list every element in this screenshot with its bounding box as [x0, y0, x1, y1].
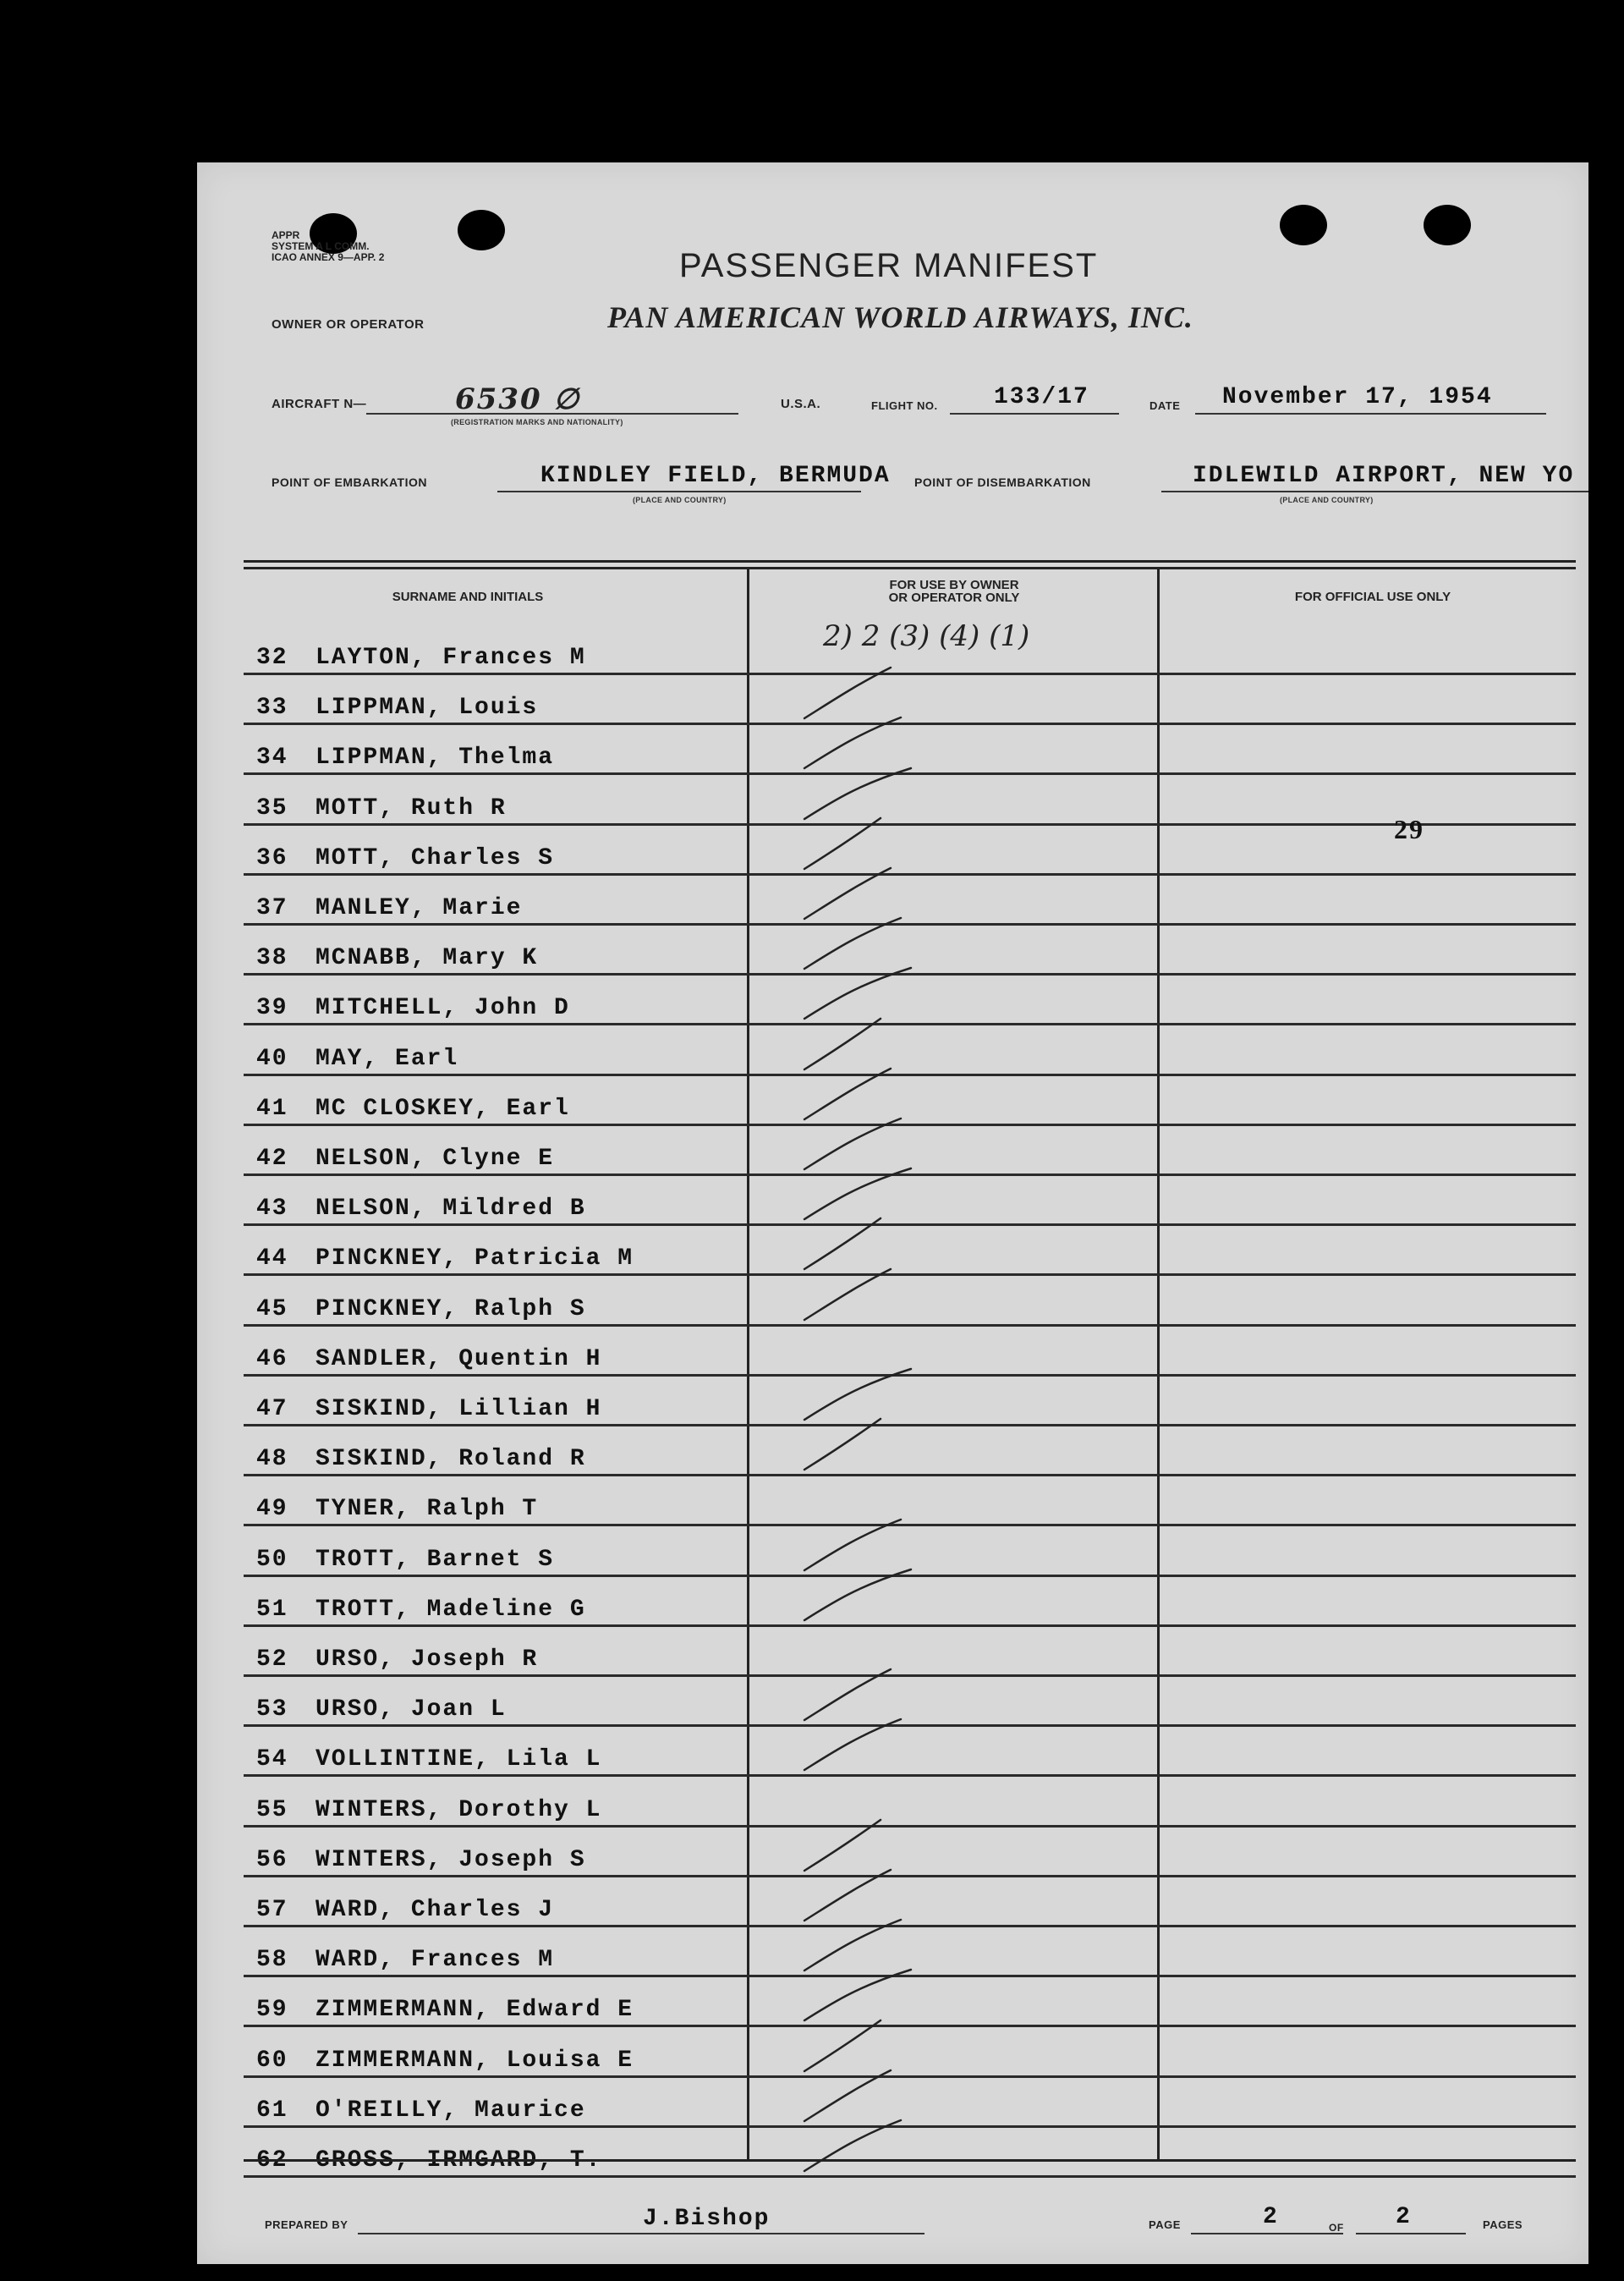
pages-label: PAGES	[1483, 2218, 1523, 2231]
of-underline	[1356, 2233, 1466, 2234]
row-number: 58	[256, 1947, 288, 1974]
row-number: 44	[256, 1245, 288, 1272]
passenger-name: NELSON, Mildred B	[315, 1195, 586, 1223]
prepared-value: J.Bishop	[643, 2206, 771, 2232]
check-mark-icon	[798, 1709, 958, 1777]
approval-stamp	[272, 230, 384, 263]
row-number: 60	[256, 2047, 288, 2074]
usa-label: U.S.A.	[781, 397, 821, 411]
embark-label: POINT OF EMBARKATION	[272, 475, 427, 489]
approval-line: APPR	[272, 229, 300, 241]
aircraft-caption: (REGISTRATION MARKS AND NATIONALITY)	[451, 418, 623, 426]
row-number: 38	[256, 945, 288, 972]
row-number: 48	[256, 1446, 288, 1473]
table-top-rule	[244, 560, 1576, 563]
punch-hole	[1424, 205, 1471, 245]
passenger-name: TROTT, Madeline G	[315, 1596, 586, 1623]
aircraft-value: 6530 ∅	[455, 382, 581, 416]
check-mark-icon	[798, 2110, 958, 2178]
owner-label: OWNER OR OPERATOR	[272, 317, 425, 332]
passenger-name: MITCHELL, John D	[315, 995, 570, 1022]
passenger-name: GROSS, IRMGARD, T.	[315, 2147, 602, 2174]
disembark-label: POINT OF DISEMBARKATION	[914, 475, 1091, 489]
row-number: 49	[256, 1496, 288, 1523]
owner-value: PAN AMERICAN WORLD AIRWAYS, INC.	[607, 300, 1193, 334]
row-number: 47	[256, 1396, 288, 1422]
row-number: 34	[256, 745, 288, 772]
page-value: 2	[1263, 2204, 1279, 2230]
owner-note: 2) 2 (3) (4) (1)	[823, 619, 1030, 653]
passenger-name: PINCKNEY, Ralph S	[315, 1295, 586, 1322]
official-use-header: FOR OFFICIAL USE ONLY	[1294, 590, 1451, 604]
passenger-name: MANLEY, Marie	[315, 895, 523, 921]
passenger-name: MCNABB, Mary K	[315, 945, 539, 972]
passenger-name: WINTERS, Dorothy L	[315, 1796, 602, 1823]
disembark-caption: (PLACE AND COUNTRY)	[1280, 496, 1374, 504]
page-title: PASSENGER MANIFEST	[679, 247, 1099, 284]
passenger-name: TROTT, Barnet S	[315, 1546, 555, 1573]
passenger-name: LIPPMAN, Thelma	[315, 745, 555, 772]
table-row	[244, 1427, 1576, 1476]
row-number: 62	[256, 2147, 288, 2174]
official-note: 29	[1394, 814, 1424, 844]
passenger-name: URSO, Joan L	[315, 1696, 507, 1723]
check-mark-icon	[798, 1409, 958, 1476]
row-number: 52	[256, 1646, 288, 1673]
table-top-rule	[244, 567, 1576, 569]
passenger-name: MOTT, Charles S	[315, 844, 555, 871]
embark-caption: (PLACE AND COUNTRY)	[633, 496, 727, 504]
page-label: PAGE	[1149, 2218, 1181, 2231]
aircraft-underline	[366, 413, 738, 415]
passenger-name: MOTT, Ruth R	[315, 794, 507, 822]
approval-line: SYSTEM A L COMM.	[272, 240, 370, 252]
punch-hole	[458, 210, 505, 250]
table-row	[244, 2129, 1576, 2178]
passenger-name: MAY, Earl	[315, 1045, 459, 1072]
row-number: 35	[256, 794, 288, 822]
manifest-sheet	[197, 162, 1588, 2264]
flight-value: 133/17	[994, 384, 1089, 410]
table-row	[244, 1278, 1576, 1327]
passenger-name: O'REILLY, Maurice	[315, 2097, 586, 2124]
passenger-name: WARD, Frances M	[315, 1947, 555, 1974]
passenger-name: LAYTON, Frances M	[315, 645, 586, 671]
row-number: 40	[256, 1045, 288, 1072]
embark-value: KINDLEY FIELD, BERMUDA	[540, 463, 891, 489]
passenger-name: TYNER, Ralph T	[315, 1496, 539, 1523]
owner-use-header	[789, 579, 1119, 604]
aircraft-label: AIRCRAFT N—	[272, 397, 367, 411]
disembark-value: IDLEWILD AIRPORT, NEW YO	[1193, 463, 1575, 489]
passenger-name: SANDLER, Quentin H	[315, 1345, 602, 1372]
passenger-name: SISKIND, Lillian H	[315, 1396, 602, 1422]
passenger-name: MC CLOSKEY, Earl	[315, 1095, 570, 1122]
row-number: 39	[256, 995, 288, 1022]
flight-label: FLIGHT NO.	[871, 399, 938, 412]
disembark-underline	[1161, 491, 1588, 492]
row-number: 45	[256, 1295, 288, 1322]
prepared-underline	[358, 2233, 924, 2234]
date-underline	[1195, 413, 1546, 415]
date-label: DATE	[1149, 399, 1181, 412]
row-number: 36	[256, 844, 288, 871]
row-number: 51	[256, 1596, 288, 1623]
row-number: 55	[256, 1796, 288, 1823]
passenger-name: VOLLINTINE, Lila L	[315, 1746, 602, 1773]
passenger-name: WARD, Charles J	[315, 1897, 555, 1923]
prepared-label: PREPARED BY	[265, 2218, 348, 2231]
row-number: 42	[256, 1146, 288, 1172]
owner-use-header-line: OR OPERATOR ONLY	[888, 591, 1020, 605]
row-number: 59	[256, 1997, 288, 2024]
table-bottom-rule	[244, 2159, 1576, 2162]
owner-use-header-line: FOR USE BY OWNER	[889, 578, 1019, 592]
surname-header: SURNAME AND INITIALS	[392, 590, 544, 604]
table-row	[244, 1578, 1576, 1627]
row-number: 46	[256, 1345, 288, 1372]
passenger-name: ZIMMERMANN, Edward E	[315, 1997, 634, 2024]
passenger-name: URSO, Joseph R	[315, 1646, 539, 1673]
table-row	[244, 1728, 1576, 1777]
row-number: 57	[256, 1897, 288, 1923]
passenger-name: ZIMMERMANN, Louisa E	[315, 2047, 634, 2074]
row-number: 54	[256, 1746, 288, 1773]
check-mark-icon	[798, 1259, 958, 1327]
passenger-name: SISKIND, Roland R	[315, 1446, 586, 1473]
row-number: 61	[256, 2097, 288, 2124]
approval-line: ICAO ANNEX 9—APP. 2	[272, 251, 385, 263]
passenger-name: NELSON, Clyne E	[315, 1146, 555, 1172]
of-label: OF	[1329, 2222, 1344, 2234]
row-number: 43	[256, 1195, 288, 1223]
row-number: 53	[256, 1696, 288, 1723]
punch-hole	[1280, 205, 1327, 245]
row-number: 56	[256, 1846, 288, 1873]
embark-underline	[497, 491, 861, 492]
row-number: 50	[256, 1546, 288, 1573]
page-underline	[1191, 2233, 1343, 2234]
row-number: 32	[256, 645, 288, 671]
passenger-name: WINTERS, Joseph S	[315, 1846, 586, 1873]
row-number: 33	[256, 695, 288, 722]
row-number: 41	[256, 1095, 288, 1122]
row-number: 37	[256, 895, 288, 921]
flight-underline	[950, 413, 1119, 415]
date-value: November 17, 1954	[1222, 384, 1493, 410]
of-value: 2	[1396, 2204, 1412, 2230]
passenger-name: LIPPMAN, Louis	[315, 695, 539, 722]
passenger-name: PINCKNEY, Patricia M	[315, 1245, 634, 1272]
check-mark-icon	[798, 1559, 958, 1627]
